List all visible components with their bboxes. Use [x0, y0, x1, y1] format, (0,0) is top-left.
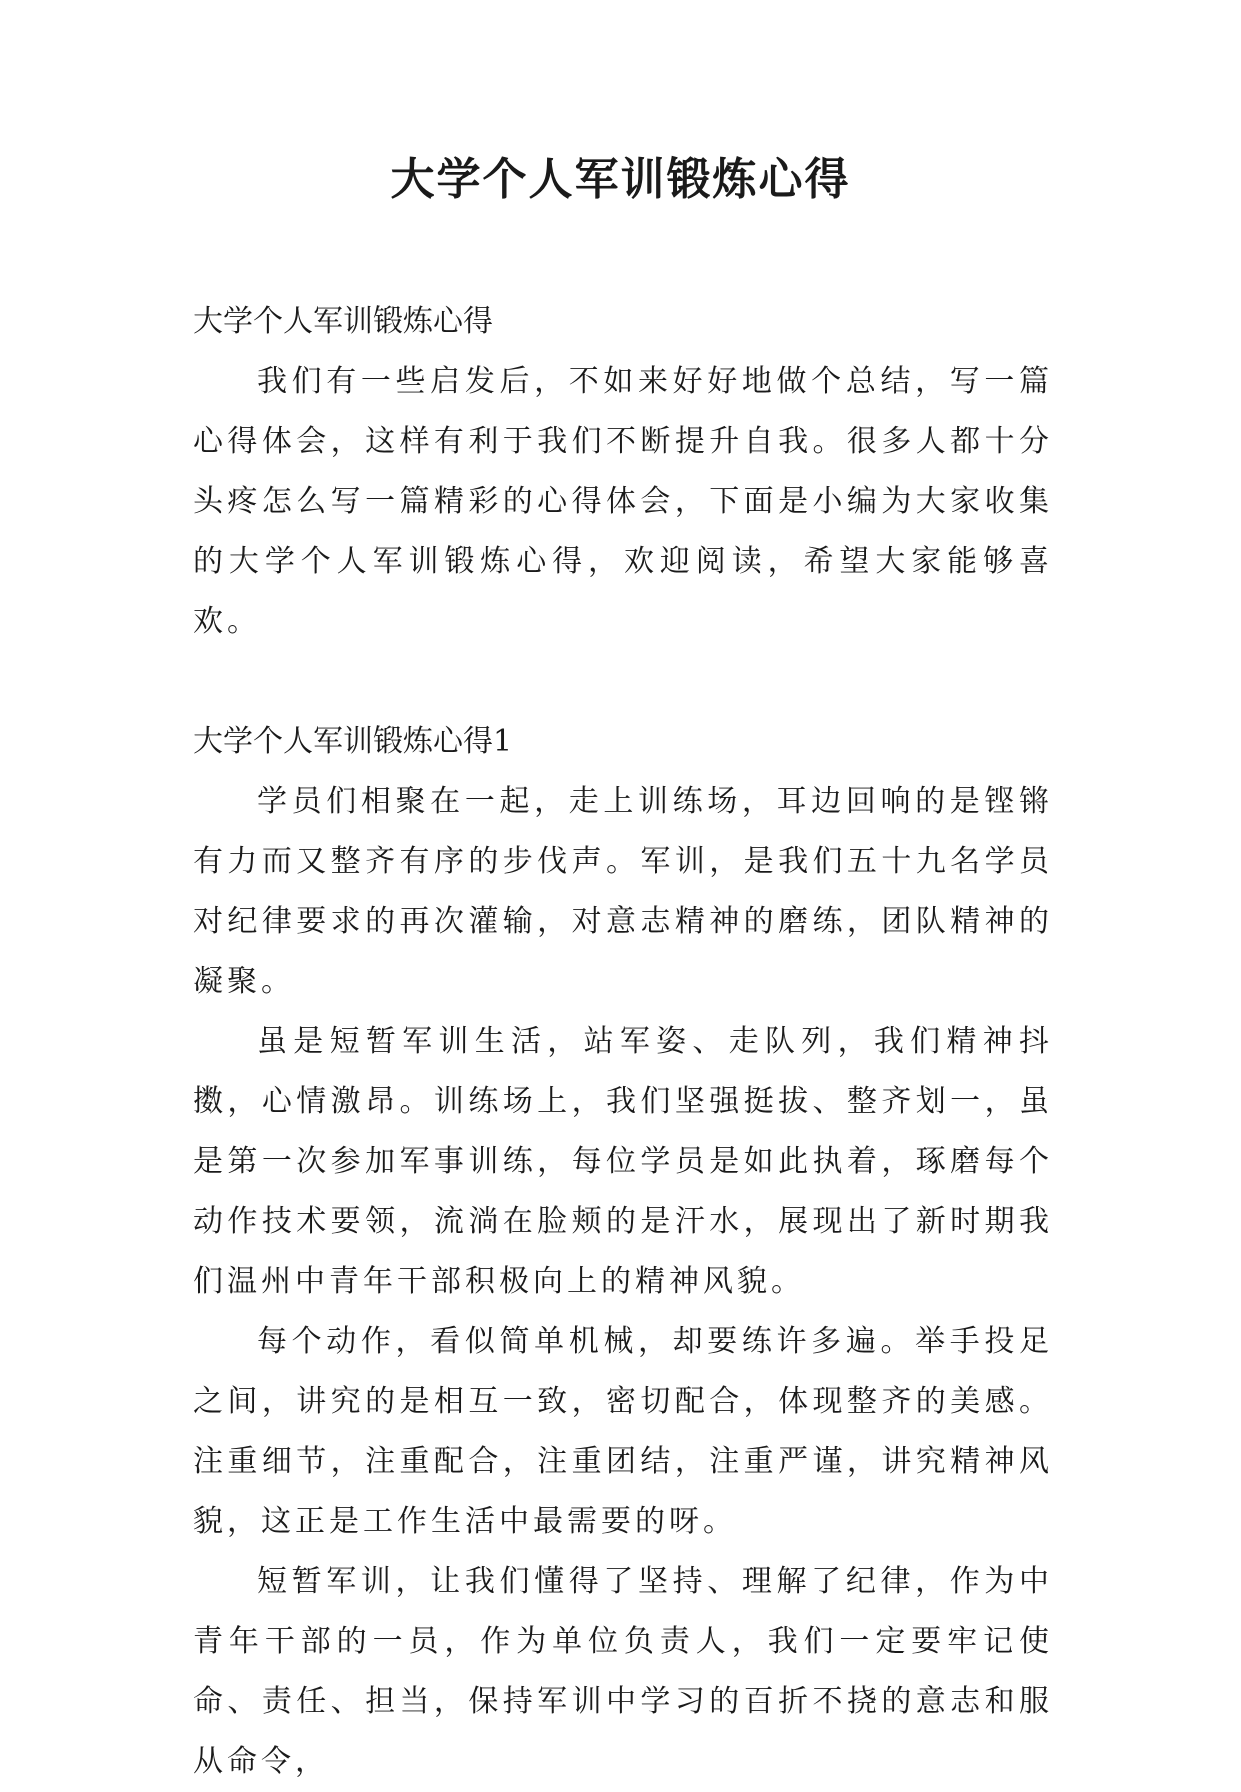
intro-paragraph: 我们有一些启发后，不如来好好地做个总结，写一篇心得体会，这样有利于我们不断提升自我。很多人都十分头疼怎么写一篇精彩的心得体会，下面是小编为大家收集的大学个人军训锻炼心得，欢迎阅读，希望大家能够喜欢。	[193, 364, 1053, 639]
document-body	[193, 292, 1053, 1792]
section-gap	[193, 652, 1053, 712]
intro-heading: 大学个人军训锻炼心得	[193, 304, 493, 339]
section1-paragraph-2: 虽是短暂军训生活，站军姿、走队列，我们精神抖擞，心情激昂。训练场上，我们坚强挺拔、整齐划一，虽是第一次参加军事训练，每位学员是如此执着，琢磨每个动作技术要领，流淌在脸颊的是汗水，展现出了新时期我们温州中青年干部积极向上的精神风貌。	[193, 1024, 1053, 1299]
section1-heading: 大学个人军训锻炼心得1	[193, 724, 513, 759]
section1-paragraph-4: 短暂军训，让我们懂得了坚持、理解了纪律，作为中青年干部的一员，作为单位负责人，我们一定要牢记使命、责任、担当，保持军训中学习的百折不挠的意志和服从命令，	[193, 1564, 1053, 1779]
document-title: 大学个人军训锻炼心得	[390, 154, 851, 205]
section1-paragraph-1: 学员们相聚在一起，走上训练场，耳边回响的是铿锵有力而又整齐有序的步伐声。军训，是我们五十九名学员对纪律要求的再次灌输，对意志精神的磨练，团队精神的凝聚。	[193, 784, 1053, 999]
section1-paragraph-3: 每个动作，看似简单机械，却要练许多遍。举手投足之间，讲究的是相互一致，密切配合，体现整齐的美感。注重细节，注重配合，注重团结，注重严谨，讲究精神风貌，这正是工作生活中最需要的呀。	[193, 1324, 1053, 1539]
